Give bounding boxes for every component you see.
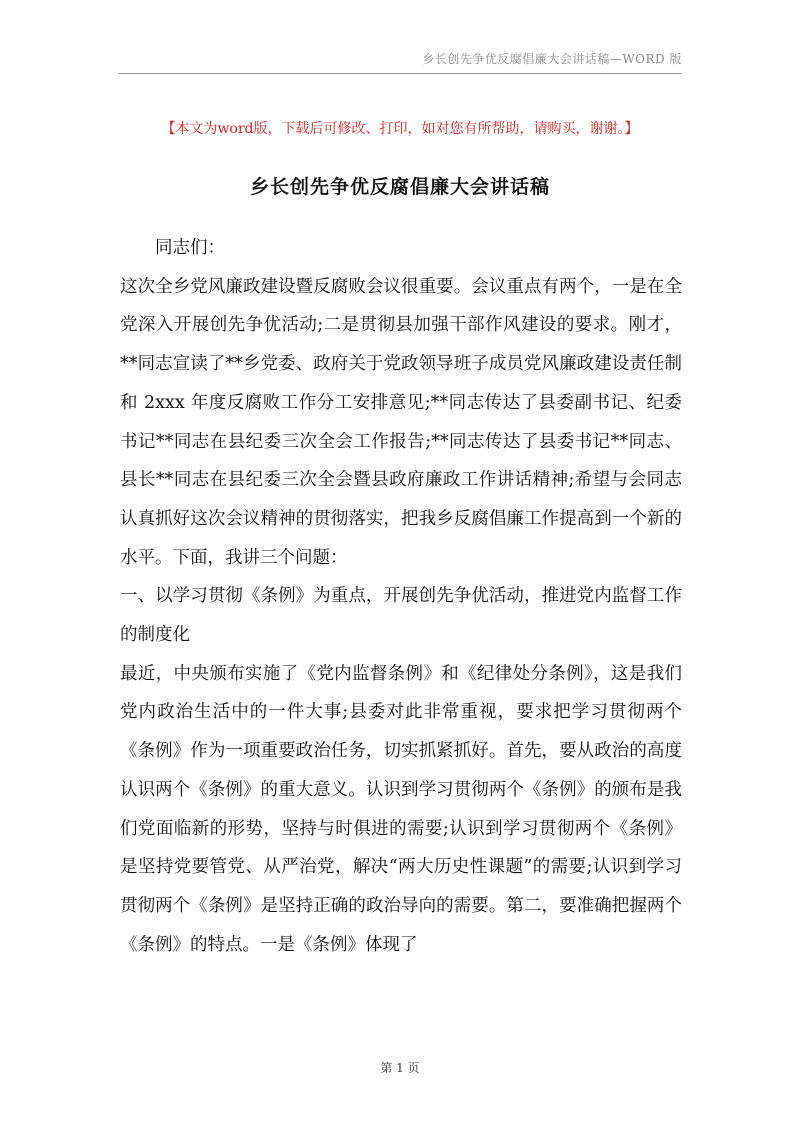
download-notice: 【本文为word版，下载后可修改、打印，如对您有所帮助，请购买，谢谢。】 (161, 121, 639, 137)
section-1-paragraph: 最近，中央颁布实施了《党内监督条例》和《纪律处分条例》，这是我们党内政治生活中的一件大事;县委对此非常重视，要求把学习贯彻两个《条例》作为一项重要政治任务，切实抓紧抓好。首先，要从政治的高度认识两个《条例》的重大意义。认识到学习贯彻两个《条例》的颁布是我们党面临新的形势，坚持与时俱进的需要;认识到学习贯彻两个《条例》是坚持党要管党、从严治党，解决“两大历史性课题”的需要;认识到学习贯彻两个《条例》是坚持正确的政治导向的需要。第二，要准确把握两个《条例》的特点。一是《条例》体现了 (120, 663, 682, 955)
page-header: 乡长创先争优反腐倡廉大会讲话稿—WORD 版 (422, 52, 682, 66)
document-title: 乡长创先争优反腐倡廉大会讲话稿 (249, 176, 550, 198)
section-heading-1: 一、以学习贯彻《条例》为重点，开展创先争优活动，推进党内监督工作的制度化 (120, 586, 682, 646)
greeting-paragraph: 同志们： (155, 238, 225, 258)
page-number: 第 1 页 (380, 1061, 420, 1075)
header-divider (118, 73, 682, 74)
intro-paragraph: 这次全乡党风廉政建设暨反腐败会议很重要。会议重点有两个，一是在全党深入开展创先争优活动;二是贯彻县加强干部作风建设的要求。刚才，**同志宣读了**乡党委、政府关于党政领导班子成员党风廉政建设责任制和 2xxx 年度反腐败工作分工安排意见;**同志传达了县委副书记、纪委书记**同志在县纪委三次全会工作报告;**同志传达了县委书记**同志、县长**同志在县纪委三次全会暨县政府廉政工作讲话精神;希望与会同志认真抓好这次会议精神的贯彻落实，把我乡反腐倡廉工作提高到一个新的水平。下面，我讲三个问题： (120, 276, 682, 568)
document-body (120, 229, 682, 964)
